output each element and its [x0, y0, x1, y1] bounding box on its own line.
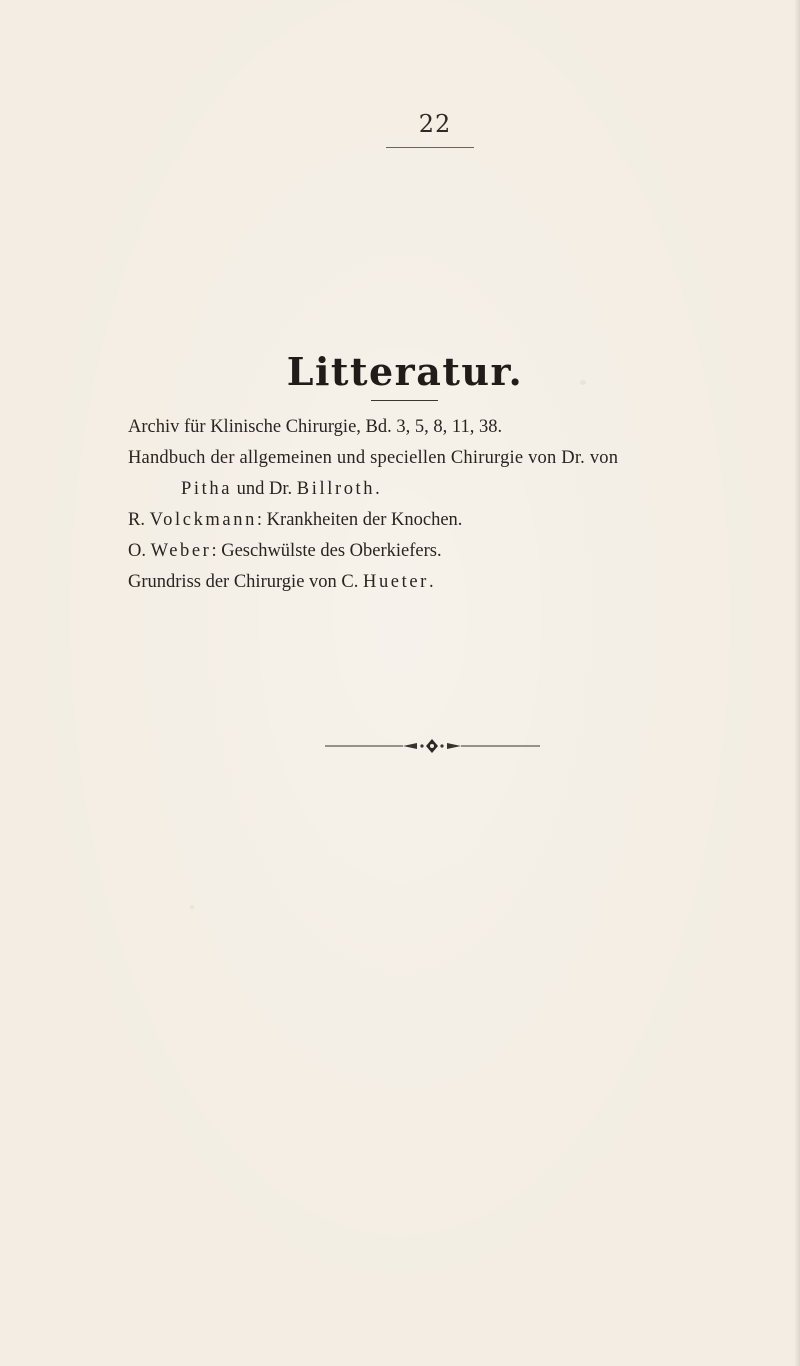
entry-text: Handbuch der allgemeinen und speciellen Chirurgie von Dr. von [128, 448, 619, 468]
page-title: Litteratur. [286, 349, 524, 394]
ornamental-divider-icon [325, 736, 540, 756]
entry-text: . [428, 572, 434, 592]
entry-text: und Dr. [232, 479, 297, 499]
entry-author-spaced: Hueter [363, 572, 429, 592]
entry-prefix: R. [128, 510, 150, 530]
paper-spot [190, 905, 194, 909]
entry-text: : Krankheiten der Knochen. [256, 510, 463, 530]
entry-author-spaced: Volckmann [149, 510, 257, 530]
page-number: 22 [418, 110, 452, 138]
bibliography-entry [128, 541, 442, 562]
entry-text: . [375, 479, 380, 499]
bibliography-entry [128, 448, 618, 469]
bibliography-entry [128, 572, 434, 593]
bibliography-entry [128, 417, 502, 438]
paper-spot [580, 380, 586, 385]
bibliography-entry-continuation [181, 479, 380, 500]
entry-author-spaced: Pitha [181, 479, 233, 499]
page-number-rule [386, 147, 474, 148]
bibliography-entry [128, 510, 462, 531]
entry-author-spaced: Weber [150, 541, 212, 561]
entry-prefix: O. [128, 541, 151, 561]
page-edge-shadow [794, 0, 800, 1366]
entry-prefix: Grundriss der Chirurgie von C. [128, 572, 363, 592]
entry-text: : Geschwülste des Oberkiefers. [211, 541, 442, 561]
entry-text: Archiv für Klinische Chirurgie, Bd. 3, 5, 8, 11, 38. [128, 417, 503, 437]
entry-author-spaced: Billroth [296, 479, 376, 499]
title-rule [371, 400, 438, 401]
